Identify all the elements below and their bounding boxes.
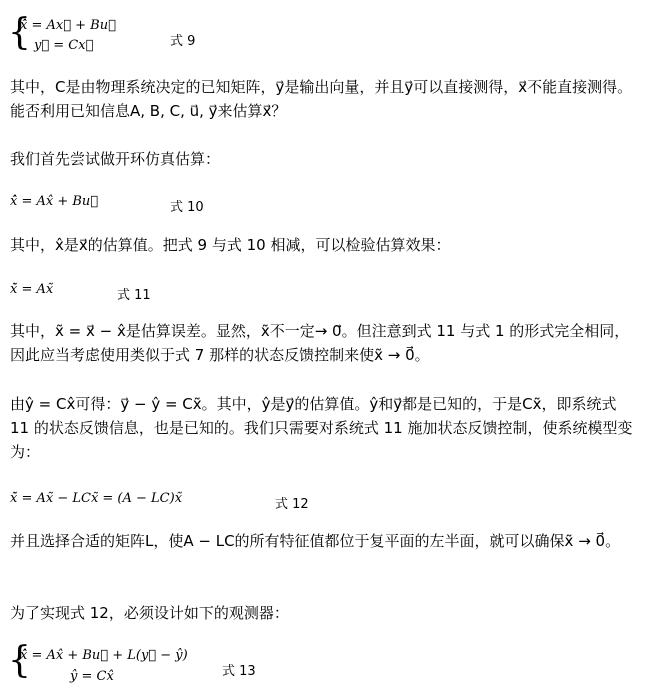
eq13-label: 式 13: [222, 664, 256, 679]
paragraph-4: 其中，x̃ = x⃗ − x̂是估算误差。显然，x̃不一定→ 0⃗。但注意到式 11 与式 1 的形式完全相同，因此应当考虑使用类似于式 7 那样的状态反馈控制来使x̃ → 0⃗。: [10, 322, 630, 364]
eq13-line2: ŷ = Cx̂: [70, 669, 114, 684]
paragraph-2: 我们首先尝试做开环仿真估算：: [10, 150, 221, 168]
eq12-label: 式 12: [275, 497, 309, 512]
paragraph-6: 并且选择合适的矩阵L，使A − LC的所有特征值都位于复平面的左半面，就可以确保x̃ → 0⃗。: [10, 532, 621, 550]
paragraph-3: 其中，x̂是x⃗的估算值。把式 9 与式 10 相减，可以检验估算效果：: [10, 236, 451, 254]
eq11-equation: x̃̇ = Ax̃: [10, 282, 54, 297]
eq10-equation: x̂̇ = Ax̂ + Bu⃗: [10, 194, 99, 209]
eq9-brace: {: [8, 12, 31, 53]
paragraph-5: 由ŷ = Cx̂可得：y⃗ − ŷ = Cx̃。其中，ŷ是y⃗的估算值。ŷ和y⃗都是已知的，于是Cx̃，即系统式 11 的状态反馈信息，也是已知的。我们只需要对系统式 11 施加状态反馈控制，使系统模型变为：: [10, 395, 633, 461]
eq13-brace: {: [8, 640, 31, 681]
eq10-label: 式 10: [170, 200, 204, 215]
eq11-label: 式 11: [117, 288, 151, 303]
eq9-line2: y⃗ = Cx⃗: [34, 38, 94, 53]
eq9-line1: x̂̇ = Ax⃗ + Bu⃗: [20, 18, 116, 33]
eq12-equation: x̃̇ = Ax̃ − LCx̃ = (A − LC)x̃: [10, 491, 183, 506]
eq9-label: 式 9: [170, 34, 196, 49]
eq13-line1: x̂̇ = Ax̂ + Bu⃗ + L(y⃗ − ŷ): [20, 648, 188, 663]
paragraph-1: 其中，C是由物理系统决定的已知矩阵，y⃗是输出向量，并且y⃗可以直接测得，x⃗不能直接测得。能否利用已知信息A, B, C, u⃗, y⃗来估算x⃗？: [10, 78, 633, 120]
paragraph-7: 为了实现式 12，必须设计如下的观测器：: [10, 604, 289, 622]
